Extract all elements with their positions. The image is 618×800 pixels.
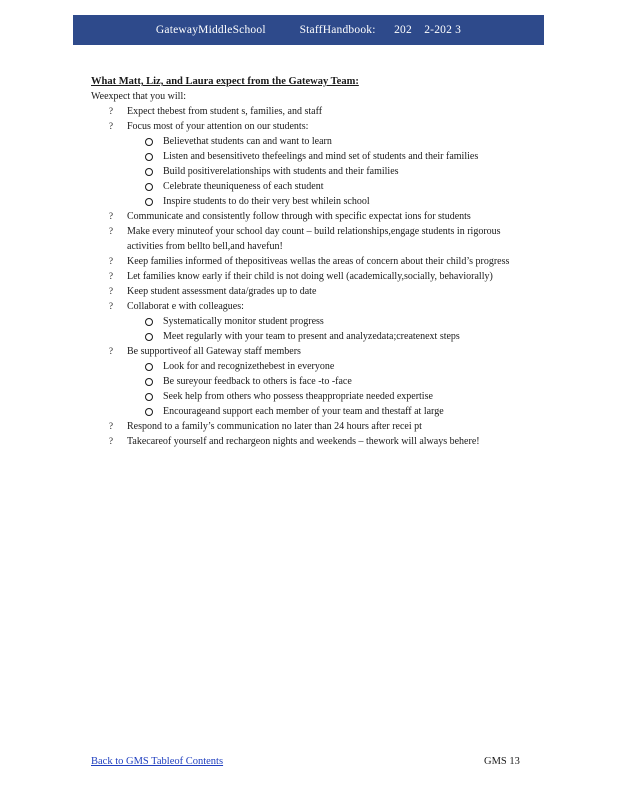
back-to-contents-link[interactable]: Back to GMS Tableof Contents: [91, 756, 224, 767]
list-item: [91, 344, 521, 419]
bullet-icon: ?: [109, 121, 113, 131]
bullet-icon: ?: [109, 106, 113, 116]
circle-bullet-icon: [145, 318, 153, 326]
list-item: [91, 299, 521, 344]
sub-list-item: [127, 404, 521, 419]
expectations-list: [91, 104, 521, 449]
sub-list-item-text: Seek help from others who possess theappropriate needed expertise: [163, 391, 433, 402]
list-item-text: Keep student assessment data/grades up to date: [127, 286, 317, 297]
list-item: [91, 209, 521, 224]
list-item: [91, 224, 521, 254]
list-item: [91, 434, 521, 449]
bullet-icon: ?: [109, 211, 113, 221]
circle-bullet-icon: [145, 138, 153, 146]
sub-list-item-text: Listen and besensitiveto thefeelings and mind set of students and their families: [163, 151, 479, 162]
list-item-text: Let families know early if their child is not doing well (academically,socially, behaviorally): [127, 271, 493, 282]
page-number: GMS 13: [484, 756, 520, 767]
list-item-text: Communicate and consistently follow through with specific expectat ions for students: [127, 211, 471, 222]
circle-bullet-icon: [145, 198, 153, 206]
list-item-text: Respond to a family’s communication no later than 24 hours after recei pt: [127, 421, 422, 432]
bullet-icon: ?: [109, 421, 113, 431]
bullet-icon: ?: [109, 271, 113, 281]
list-item-text: Expect thebest from student s, families, and staff: [127, 106, 323, 117]
list-item: [91, 104, 521, 119]
sub-list-item-text: Encourageand support each member of your team and thestaff at large: [163, 406, 444, 417]
bullet-icon: ?: [109, 436, 113, 446]
list-item-text: Be supportiveof all Gateway staff members: [127, 346, 301, 357]
circle-bullet-icon: [145, 333, 153, 341]
sub-list: [127, 134, 521, 209]
bullet-icon: ?: [109, 286, 113, 296]
header-handbook: StaffHandbook:: [299, 24, 376, 36]
list-item: [91, 119, 521, 209]
sub-list-item: [127, 314, 521, 329]
sub-list-item-text: Be sureyour feedback to others is face -to -face: [163, 376, 352, 387]
bullet-icon: ?: [109, 256, 113, 266]
sub-list-item-text: Inspire students to do their very best whilein school: [163, 196, 370, 207]
circle-bullet-icon: [145, 408, 153, 416]
list-item-text: Keep families informed of thepositiveas wellas the areas of concern about their child’s progress: [127, 256, 510, 267]
sub-list-item: [127, 329, 521, 344]
list-item: [91, 419, 521, 434]
bullet-icon: ?: [109, 301, 113, 311]
bullet-icon: ?: [109, 226, 113, 236]
section-intro: Weexpect that you will:: [91, 91, 186, 102]
circle-bullet-icon: [145, 363, 153, 371]
sub-list-item-text: Celebrate theuniqueness of each student: [163, 181, 324, 192]
list-item: [91, 284, 521, 299]
sub-list-item: [127, 134, 521, 149]
sub-list-item-text: Systematically monitor student progress: [163, 316, 324, 327]
list-item: [91, 254, 521, 269]
page-header: [73, 15, 544, 45]
sub-list-item: [127, 374, 521, 389]
sub-list-item: [127, 194, 521, 209]
list-item-text: Focus most of your attention on our students:: [127, 121, 309, 132]
header-year: 202 2-202 3: [394, 24, 462, 36]
sub-list-item-text: Look for and recognizethebest in everyone: [163, 361, 335, 372]
section-title: What Matt, Liz, and Laura expect from the Gateway Team:: [91, 76, 359, 87]
circle-bullet-icon: [145, 378, 153, 386]
header-school: GatewayMiddleSchool: [155, 24, 266, 36]
sub-list-item-text: Build positiverelationships with students and their families: [163, 166, 399, 177]
list-item-text: Takecareof yourself and rechargeon nights and weekends – thework will always behere!: [127, 436, 480, 447]
sub-list-item: [127, 164, 521, 179]
bullet-icon: ?: [109, 346, 113, 356]
sub-list-item: [127, 179, 521, 194]
sub-list: [127, 359, 521, 419]
document-body: [91, 74, 521, 449]
sub-list-item: [127, 389, 521, 404]
sub-list: [127, 314, 521, 344]
circle-bullet-icon: [145, 153, 153, 161]
sub-list-item-text: Meet regularly with your team to present and analyzedata;createnext steps: [163, 331, 460, 342]
list-item-text: Collaborat e with colleagues:: [127, 301, 244, 312]
circle-bullet-icon: [145, 168, 153, 176]
list-item: [91, 269, 521, 284]
circle-bullet-icon: [145, 183, 153, 191]
sub-list-item-text: Believethat students can and want to learn: [163, 136, 332, 147]
sub-list-item: [127, 149, 521, 164]
list-item-text: Make every minuteof your school day count – build relationships,engage students in rigorous activities from bellto bell,and havefun!: [127, 226, 501, 252]
circle-bullet-icon: [145, 393, 153, 401]
sub-list-item: [127, 359, 521, 374]
